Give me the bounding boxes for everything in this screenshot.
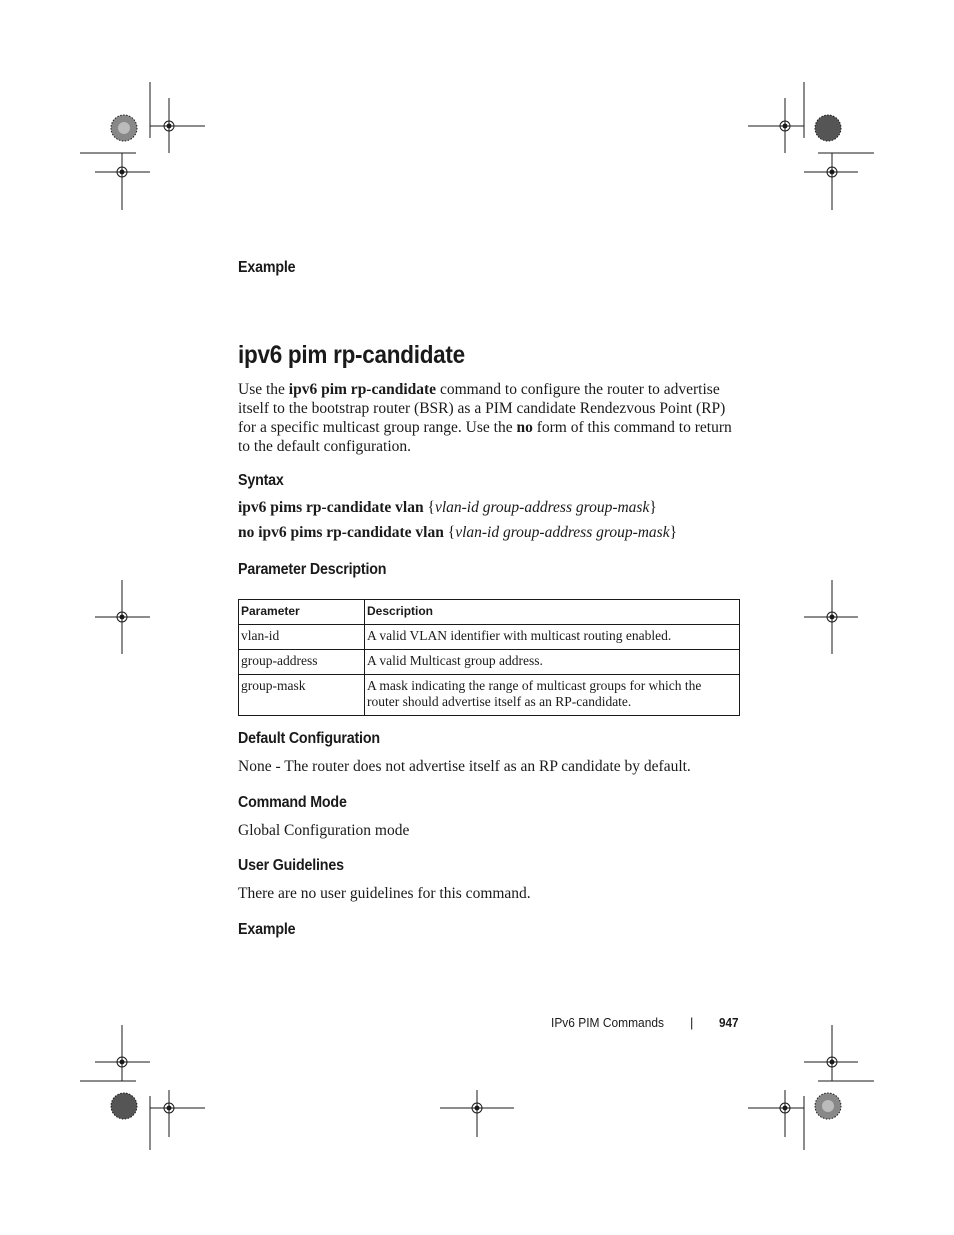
user-guidelines-text: There are no user guidelines for this command.: [238, 885, 531, 902]
intro-prefix: Use the: [238, 381, 289, 398]
syntax-1-command: ipv6 pims rp-candidate vlan: [238, 499, 424, 516]
user-guidelines-heading: User Guidelines: [238, 857, 344, 874]
table-row: [239, 625, 740, 650]
example-heading-top: Example: [238, 259, 296, 276]
command-mode-text: Global Configuration mode: [238, 822, 410, 839]
table-row: [239, 650, 740, 675]
table-header-description: Description: [365, 600, 740, 625]
param-desc: A valid VLAN identifier with multicast routing enabled.: [365, 625, 740, 650]
param-desc: A valid Multicast group address.: [365, 650, 740, 675]
intro-command: ipv6 pim rp-candidate: [288, 381, 437, 398]
syntax-line-1: [238, 499, 657, 517]
syntax-1-args: vlan-id group-address group-mask: [434, 499, 650, 516]
syntax-line-2: [238, 524, 677, 542]
intro-no-keyword: no: [516, 419, 533, 436]
param-name: group-mask: [239, 675, 365, 716]
command-mode-heading: Command Mode: [238, 794, 347, 811]
brace-close: }: [649, 499, 657, 516]
param-desc: A mask indicating the range of multicast groups for which the router should advertise itself as an RP-candidate.: [365, 675, 740, 716]
parameter-description-heading: Parameter Description: [238, 561, 387, 578]
brace-close: }: [669, 524, 678, 541]
default-configuration-text: None - The router does not advertise itself as an RP candidate by default.: [238, 758, 691, 775]
syntax-2-command: no ipv6 pims rp-candidate vlan: [238, 524, 444, 541]
intro-paragraph: [238, 380, 738, 456]
intro-middle: command to configure the router to advertise itself to the bootstrap router (BSR) as a PIM candidate Rendezvous Point (RP) for a specific multicast group range. Use the: [238, 381, 726, 436]
intro-suffix: form of this command to return to the default configuration.: [238, 419, 732, 455]
default-configuration-heading: Default Configuration: [238, 730, 380, 747]
brace-open: {: [427, 499, 435, 516]
footer-section-name: IPv6 PIM Commands: [551, 1015, 665, 1030]
param-name: group-address: [239, 650, 365, 675]
param-name: vlan-id: [239, 625, 365, 650]
example-heading-bottom: Example: [238, 921, 296, 938]
syntax-heading: Syntax: [238, 472, 284, 489]
page-title: ipv6 pim rp-candidate: [238, 341, 465, 369]
syntax-2-args: vlan-id group-address group-mask: [455, 524, 670, 541]
footer-separator: |: [690, 1015, 694, 1030]
parameter-table: [238, 599, 740, 716]
brace-open: {: [447, 524, 456, 541]
table-header-parameter: Parameter: [239, 600, 365, 625]
page-number: 947: [719, 1015, 739, 1030]
table-row: [239, 675, 740, 716]
table-header-row: [239, 600, 740, 625]
